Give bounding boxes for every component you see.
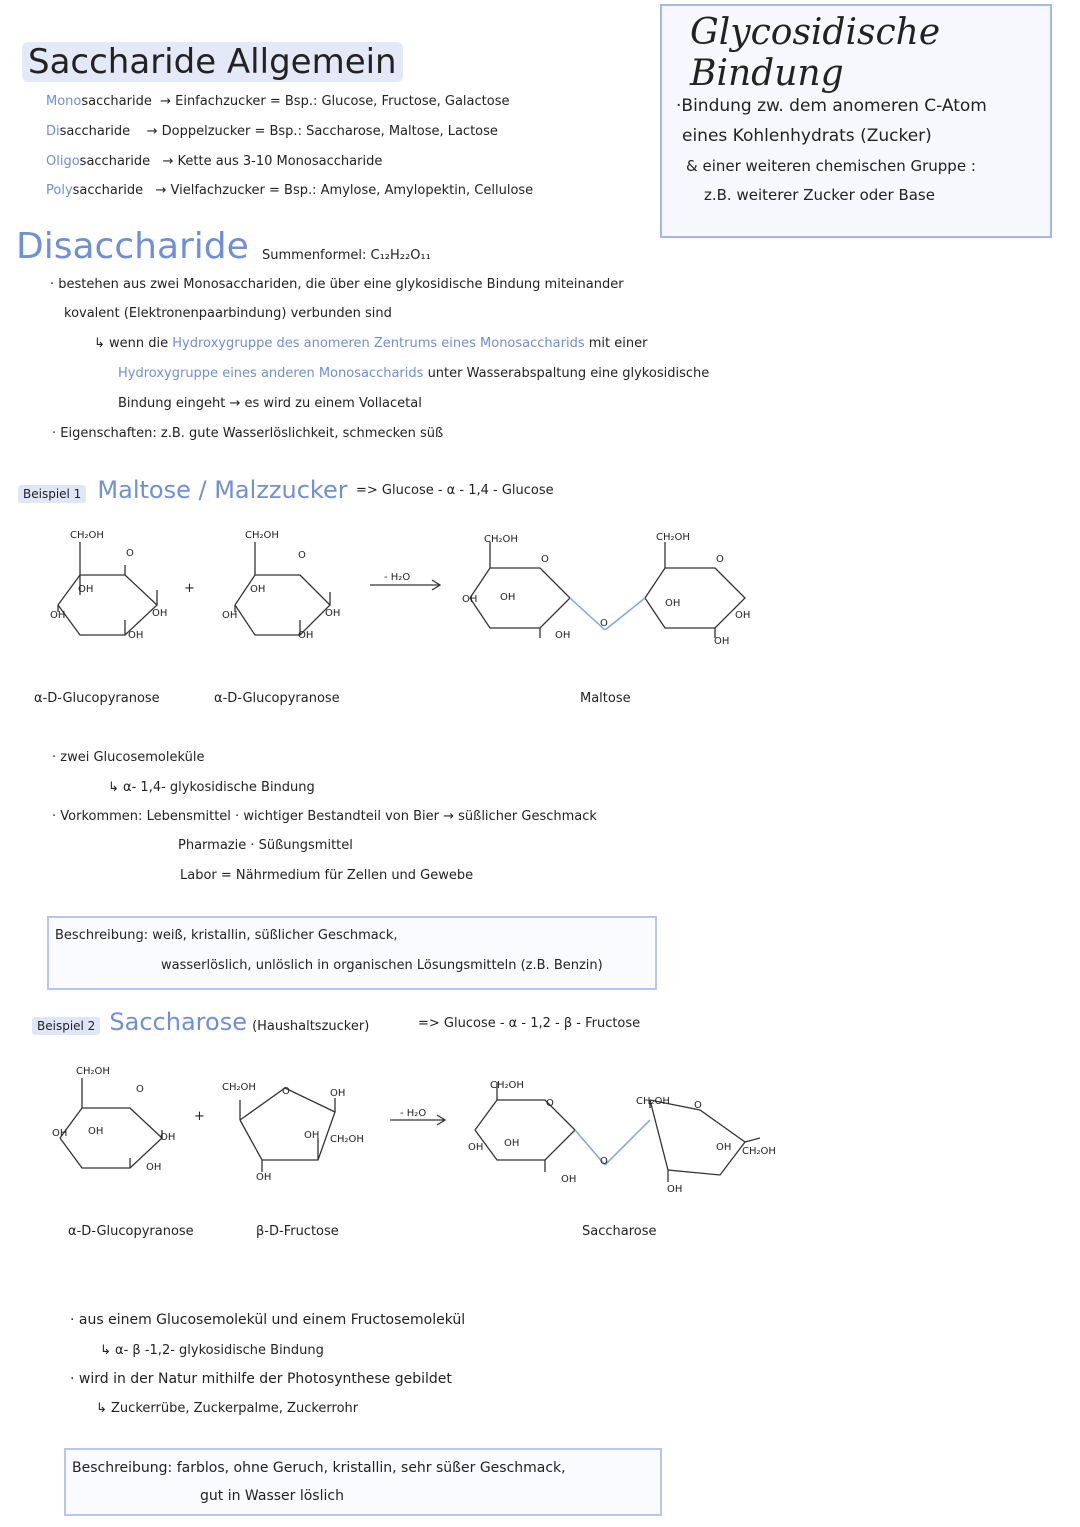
beispiel2-paren: (Haushaltszucker) xyxy=(252,1019,370,1034)
beispiel1-vork1: · Vorkommen: Lebensmittel · wichtiger Bestandteil von Bier → süßlicher Geschmack xyxy=(52,809,597,824)
g1-oh-left: OH xyxy=(78,584,94,595)
g2-ch2oh: CH₂OH xyxy=(245,530,279,541)
g2-oh-bottom: OH xyxy=(298,630,314,641)
beispiel2-b1-sub: ↳ α- β -1,2- glykosidische Bindung xyxy=(100,1343,324,1358)
disaccharide-p1-line1: · bestehen aus zwei Monosacchariden, die über eine glykosidische Bindung miteinander xyxy=(50,277,624,292)
title-disaccharide: Disaccharide xyxy=(16,226,249,267)
disaccharide-p2-line1: ↳ wenn die Hydroxygruppe des anomeren Zentrums eines Monosaccharids mit einer xyxy=(94,336,648,351)
s-f-ch2oh-1: CH₂OH xyxy=(222,1082,256,1093)
s-f-oh-3: OH xyxy=(256,1172,272,1183)
beispiel1-desc-box xyxy=(47,916,657,990)
plus-2: + xyxy=(194,1109,205,1124)
beispiel2-mol2-label: β-D-Fructose xyxy=(256,1224,339,1239)
m-oh-5: OH xyxy=(735,610,751,621)
s-f-oh-1: OH xyxy=(330,1088,346,1099)
m-o-2: O xyxy=(716,554,724,565)
g1-ch2oh: CH₂OH xyxy=(70,530,104,541)
water-1: - H₂O xyxy=(384,572,411,583)
m-oh-4: OH xyxy=(665,598,681,609)
glyco-box xyxy=(660,4,1052,238)
plus-1: + xyxy=(184,581,195,596)
beispiel1-tag: Beispiel 1 xyxy=(18,485,86,503)
beispiel1-mol1-label: α-D-Glucopyranose xyxy=(34,691,160,706)
s-f-oh-2: OH xyxy=(304,1130,320,1141)
p-ch2oh-1: CH₂OH xyxy=(490,1080,524,1091)
water-2: - H₂O xyxy=(400,1108,427,1119)
maltose-bond-right xyxy=(605,598,645,630)
p-oh-5: OH xyxy=(667,1184,683,1195)
beispiel1-mol2-label: α-D-Glucopyranose xyxy=(214,691,340,706)
glyco-line-2: eines Kohlenhydrats (Zucker) xyxy=(682,126,932,146)
saccharide-row-di: Disaccharide → Doppelzucker = Bsp.: Saccharose, Maltose, Lactose xyxy=(46,124,498,139)
s-f-o: O xyxy=(282,1086,290,1097)
maltose-reaction-diagram xyxy=(0,520,1080,690)
p-oh-3: OH xyxy=(561,1174,577,1185)
s-g-oh-3: OH xyxy=(160,1132,176,1143)
beispiel1-product-label: Maltose xyxy=(580,691,631,706)
saccharide-row-oligo: Oligosaccharide → Kette aus 3-10 Monosaccharide xyxy=(46,154,383,169)
s-f-ch2oh-2: CH₂OH xyxy=(330,1134,364,1145)
formula-line: Summenformel: C₁₂H₂₂O₁₁ xyxy=(262,248,431,263)
g1-oh-far: OH xyxy=(50,610,66,621)
disaccharide-p1-line2: kovalent (Elektronenpaarbindung) verbunden sind xyxy=(64,306,392,321)
s-g-oh-4: OH xyxy=(146,1162,162,1173)
beispiel2-header xyxy=(32,1008,369,1036)
p-ch2oh-3: CH₂OH xyxy=(742,1146,776,1157)
g2-oh-left: OH xyxy=(250,584,266,595)
m-oh-3: OH xyxy=(555,630,571,641)
s-g-o: O xyxy=(136,1084,144,1095)
g2-oh-right: OH xyxy=(325,608,341,619)
saccharose-reaction-diagram xyxy=(0,1060,1080,1230)
beispiel2-mol1-label: α-D-Glucopyranose xyxy=(68,1224,194,1239)
beispiel1-desc-line2: wasserlöslich, unlöslich in organischen Lösungsmitteln (z.B. Benzin) xyxy=(161,958,603,973)
s-g-oh-2: OH xyxy=(52,1128,68,1139)
glyco-line-1: ·Bindung zw. dem anomeren C-Atom xyxy=(676,96,987,116)
beispiel1-b1-sub: ↳ α- 1,4- glykosidische Bindung xyxy=(108,780,315,795)
g1-oh-bottom: OH xyxy=(128,630,144,641)
p-oh-1: OH xyxy=(504,1138,520,1149)
beispiel2-b1: · aus einem Glucosemolekül und einem Fructosemolekül xyxy=(70,1312,466,1328)
saccharide-row-poly: Polysaccharide → Vielfachzucker = Bsp.: Amylose, Amylopektin, Cellulose xyxy=(46,183,534,198)
p-o-2: O xyxy=(694,1100,702,1111)
glyco-line-3: & einer weiteren chemischen Gruppe : xyxy=(686,157,976,175)
beispiel1-desc-line1: Beschreibung: weiß, kristallin, süßlicher Geschmack, xyxy=(55,928,398,943)
disaccharide-p3: · Eigenschaften: z.B. gute Wasserlöslichkeit, schmecken süß xyxy=(52,426,444,441)
g1-o: O xyxy=(126,548,134,559)
p-ch2oh-2: CH₂OH xyxy=(636,1096,670,1107)
m-ch2oh-1: CH₂OH xyxy=(484,534,518,545)
beispiel2-tag: Beispiel 2 xyxy=(32,1017,100,1035)
glyco-title: Glycosidische Bindung xyxy=(690,12,941,94)
disaccharide-p2-line3: Bindung eingeht → es wird zu einem Vollacetal xyxy=(118,396,422,411)
p-o-1: O xyxy=(546,1098,554,1109)
beispiel2-name: Saccharose xyxy=(109,1008,247,1036)
m-link-o: O xyxy=(600,618,608,629)
p-oh-4: OH xyxy=(716,1142,732,1153)
beispiel1-vork3: Labor = Nährmedium für Zellen und Gewebe xyxy=(180,868,474,883)
beispiel1-vork2: Pharmazie · Süßungsmittel xyxy=(178,838,353,853)
disaccharide-p2-line2: Hydroxygruppe eines anderen Monosaccharids unter Wasserabspaltung eine glykosidische xyxy=(118,366,710,381)
beispiel1-name: Maltose / Malzzucker xyxy=(97,476,348,504)
beispiel2-desc-box xyxy=(64,1448,662,1516)
s-g-ch2oh: CH₂OH xyxy=(76,1066,110,1077)
m-oh-6: OH xyxy=(714,636,730,647)
beispiel2-desc-line1: Beschreibung: farblos, ohne Geruch, kristallin, sehr süßer Geschmack, xyxy=(72,1460,566,1476)
saccharose-bond-right xyxy=(605,1120,650,1165)
saccharide-row-mono: Monosaccharide → Einfachzucker = Bsp.: Glucose, Fructose, Galactose xyxy=(46,94,510,109)
g2-o: O xyxy=(298,550,306,561)
m-o-1: O xyxy=(541,554,549,565)
m-ch2oh-2: CH₂OH xyxy=(656,532,690,543)
title-saccharide: Saccharide Allgemein xyxy=(22,42,403,82)
beispiel2-formula: => Glucose - α - 1,2 - β - Fructose xyxy=(418,1016,641,1031)
beispiel1-b1: · zwei Glucosemoleküle xyxy=(52,750,205,765)
g2-oh-far: OH xyxy=(222,610,238,621)
s-g-oh-1: OH xyxy=(88,1126,104,1137)
beispiel2-desc-line2: gut in Wasser löslich xyxy=(200,1488,344,1504)
p-link-o: O xyxy=(600,1156,608,1167)
beispiel1-header xyxy=(18,476,348,504)
glyco-line-4: z.B. weiterer Zucker oder Base xyxy=(704,186,935,204)
m-oh-2: OH xyxy=(462,594,478,605)
m-oh-1: OH xyxy=(500,592,516,603)
g1-oh-right: OH xyxy=(152,608,168,619)
p-oh-2: OH xyxy=(468,1142,484,1153)
beispiel2-b2: · wird in der Natur mithilfe der Photosynthese gebildet xyxy=(70,1371,452,1387)
beispiel2-product-label: Saccharose xyxy=(582,1224,657,1239)
beispiel1-formula: => Glucose - α - 1,4 - Glucose xyxy=(356,483,554,498)
beispiel2-b2-sub: ↳ Zuckerrübe, Zuckerpalme, Zuckerrohr xyxy=(96,1401,359,1416)
